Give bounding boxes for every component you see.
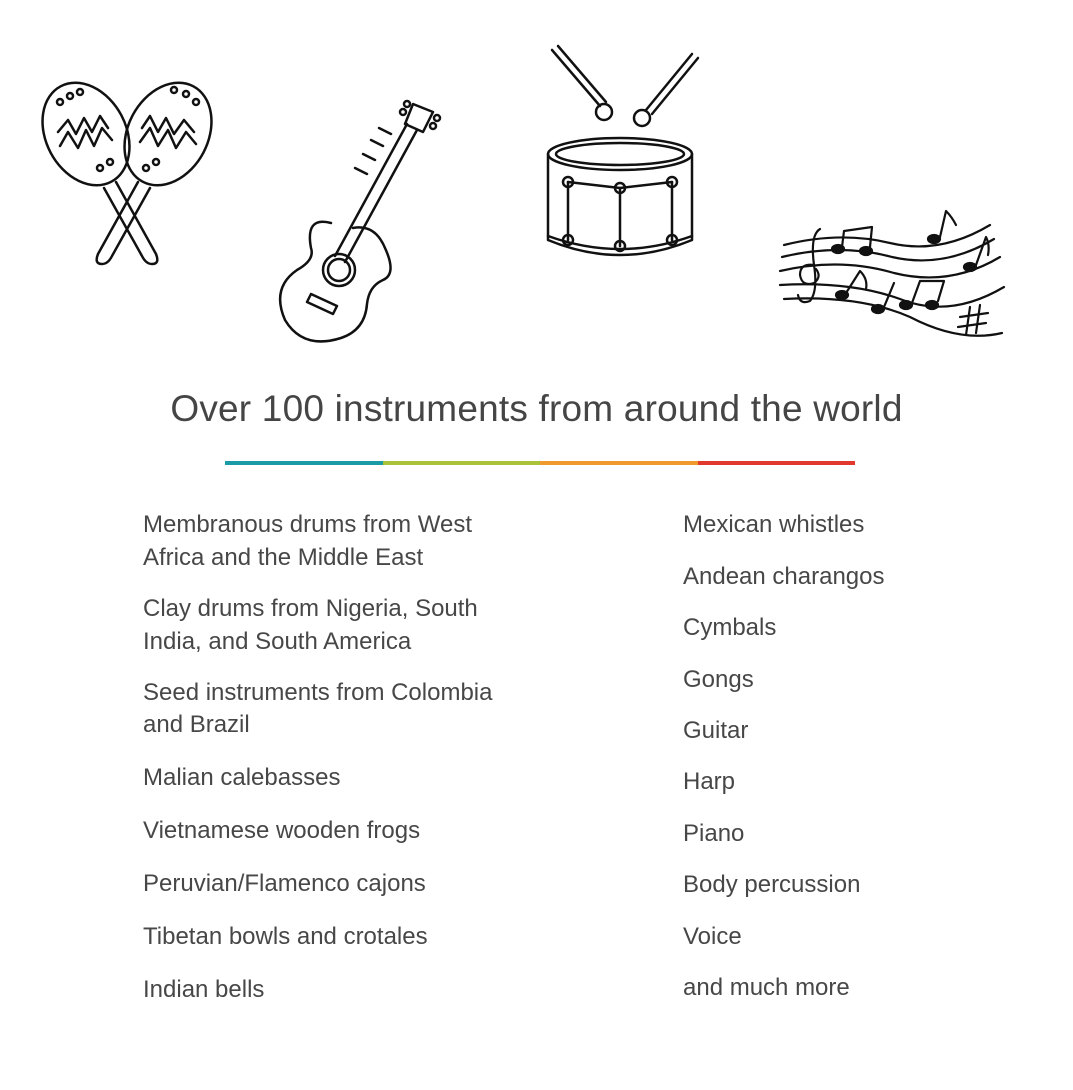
list-item: Body percussion bbox=[683, 871, 861, 898]
page-title: Over 100 instruments from around the world bbox=[170, 388, 903, 429]
list-item: Gongs bbox=[683, 666, 754, 693]
divider-segment-lime bbox=[383, 461, 541, 465]
list-item: Guitar bbox=[683, 717, 749, 744]
snare-drum-icon bbox=[540, 40, 700, 265]
list-item: Andean charangos bbox=[683, 563, 885, 590]
list-item: Mexican whistles bbox=[683, 511, 865, 538]
divider-segment-orange bbox=[540, 461, 698, 465]
color-divider bbox=[225, 461, 855, 465]
list-item: Harp bbox=[683, 768, 736, 795]
acoustic-guitar-icon bbox=[275, 98, 445, 348]
list-item: Vietnamese wooden frogs bbox=[143, 817, 421, 844]
list-item: Cymbals bbox=[683, 614, 777, 641]
list-item: Peruvian/Flamenco cajons bbox=[143, 870, 426, 897]
list-item: and much more bbox=[683, 974, 850, 1001]
list-item: Membranous drums from West bbox=[143, 511, 472, 538]
list-item: Piano bbox=[683, 820, 745, 847]
list-item: Africa and the Middle East bbox=[143, 544, 424, 571]
list-item: Tibetan bowls and crotales bbox=[143, 923, 428, 950]
divider-segment-red bbox=[698, 461, 856, 465]
maracas-icon bbox=[38, 72, 218, 272]
music-notes-icon bbox=[780, 195, 1010, 350]
list-item: and Brazil bbox=[143, 711, 250, 738]
list-item: Seed instruments from Colombia bbox=[143, 679, 493, 706]
list-item: Clay drums from Nigeria, South bbox=[143, 595, 478, 622]
list-item: India, and South America bbox=[143, 628, 412, 655]
divider-segment-teal bbox=[225, 461, 383, 465]
list-item: Malian calebasses bbox=[143, 764, 341, 791]
list-item: Voice bbox=[683, 923, 742, 950]
list-item: Indian bells bbox=[143, 976, 265, 1003]
